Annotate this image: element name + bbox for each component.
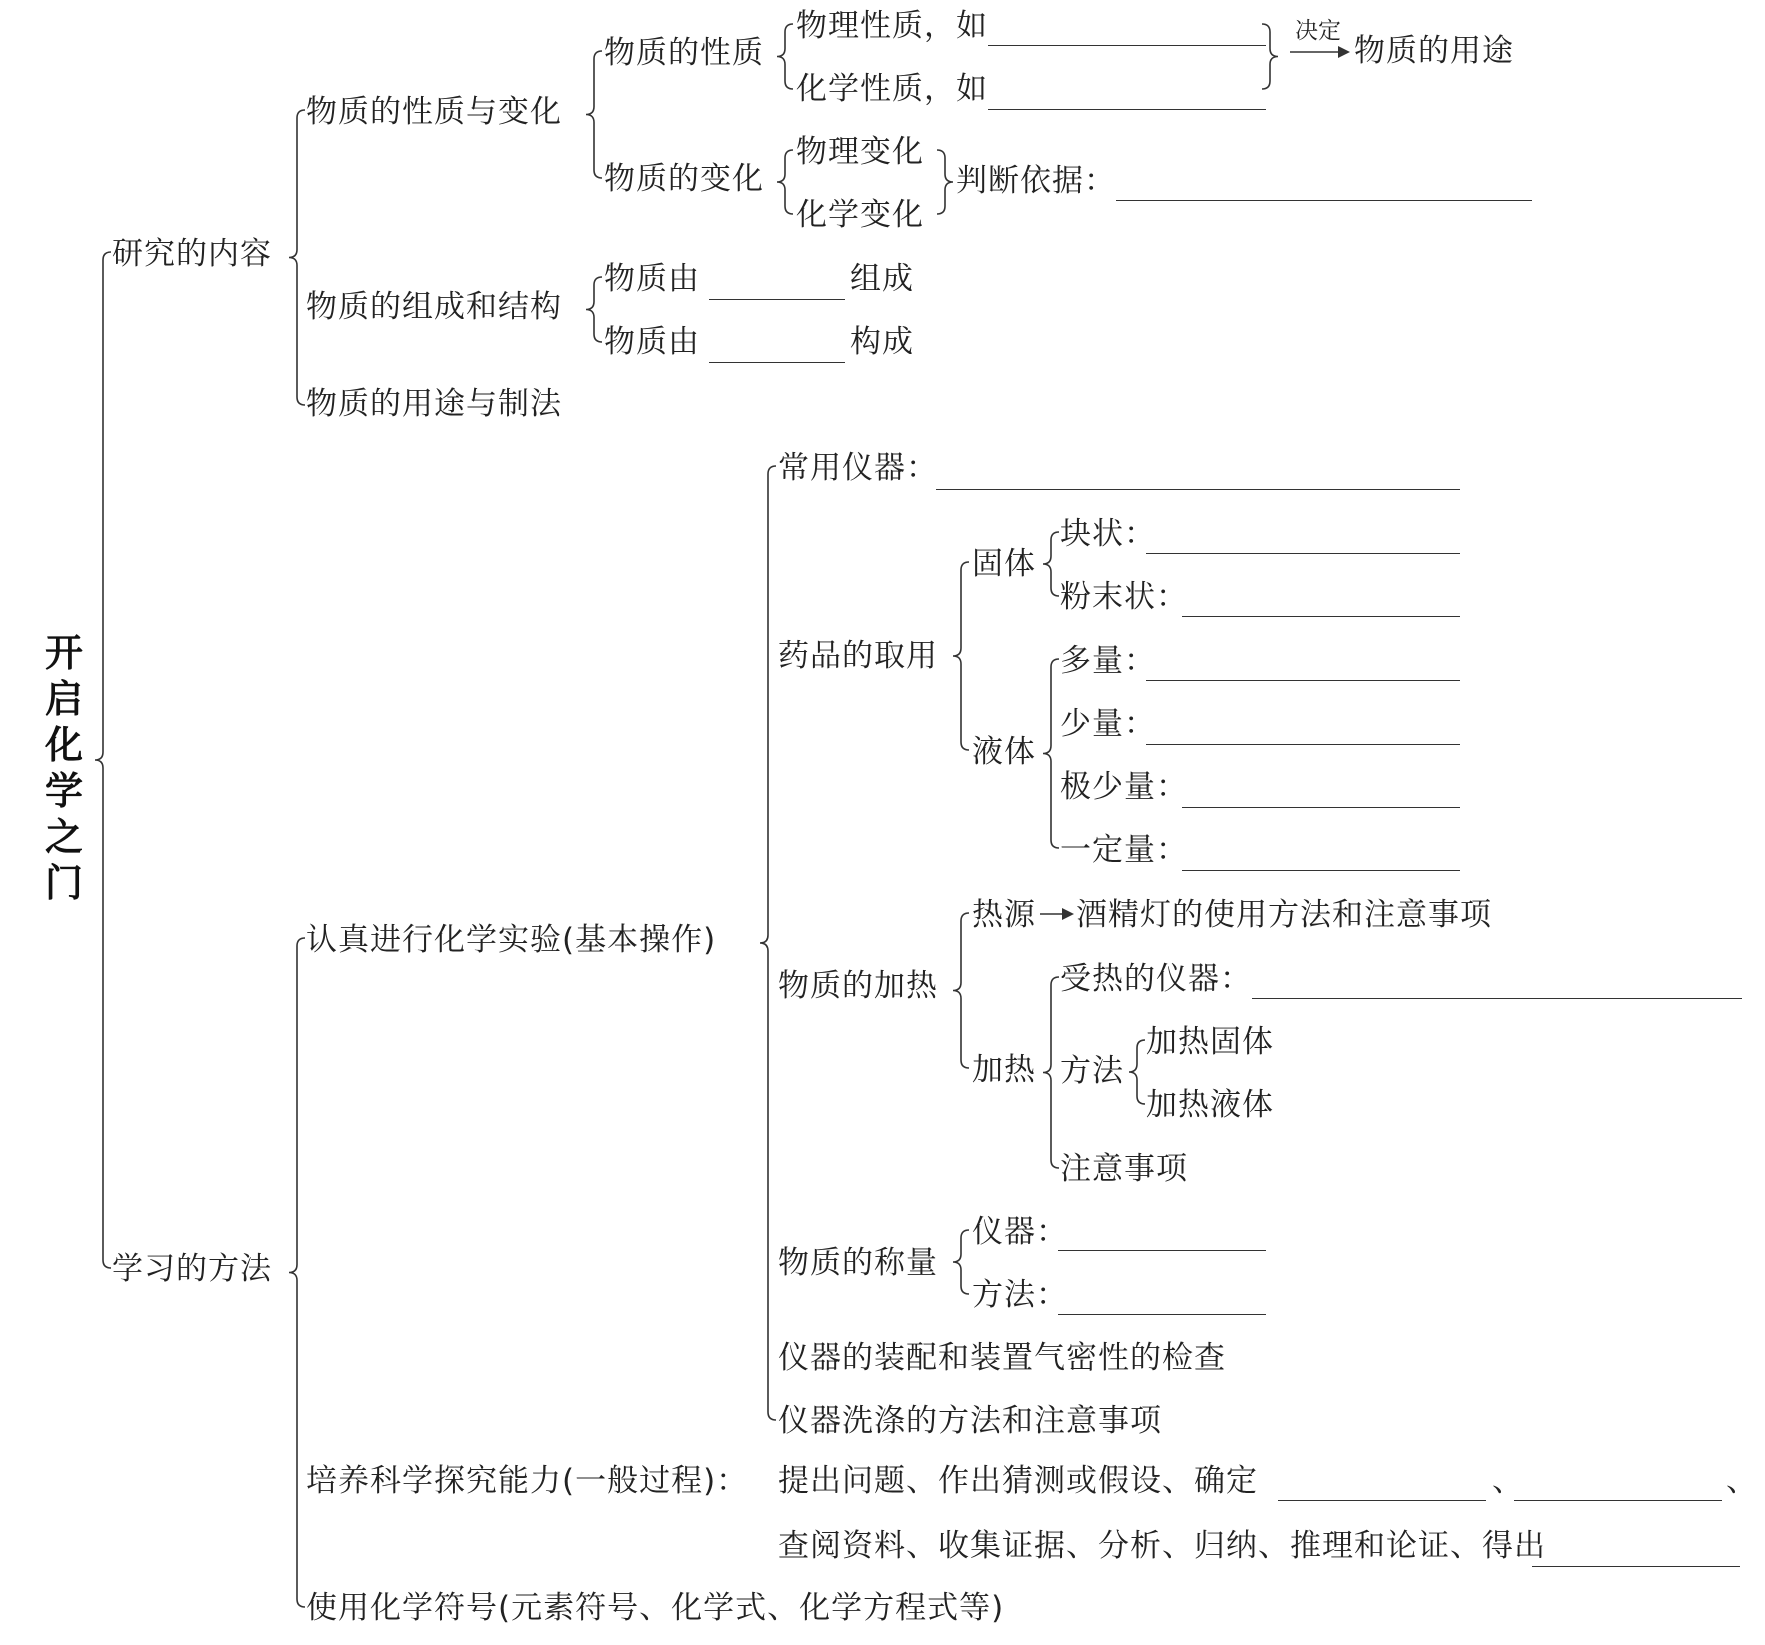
node-constructed-suffix: 构成	[850, 324, 914, 360]
node-alcohol-lamp: 酒精灯的使用方法和注意事项	[1076, 897, 1492, 933]
node-heat: 加热	[972, 1052, 1036, 1088]
node-weighing-method: 方法：	[972, 1277, 1068, 1313]
blank-inquiry-2	[1514, 1500, 1722, 1501]
brace-root	[95, 252, 111, 1268]
node-reagents: 药品的取用	[778, 638, 938, 674]
node-chemical-change: 化学变化	[796, 197, 924, 233]
node-inquiry-line2: 查阅资料、收集证据、分析、归纳、推理和论证、得出	[778, 1528, 1546, 1564]
node-chemical-property: 化学性质，如	[796, 71, 988, 107]
blank-common-instruments	[936, 489, 1460, 490]
brace-weighing	[953, 1230, 969, 1294]
brace-experiment	[760, 466, 776, 1420]
brace-liquid	[1043, 659, 1059, 848]
brace-changes-right	[937, 150, 953, 214]
brace-properties-changes	[586, 51, 602, 178]
brace-changes	[777, 150, 793, 214]
node-solid: 固体	[972, 546, 1036, 582]
arrow-determine-head	[1338, 46, 1350, 58]
node-heat-method: 方法	[1060, 1053, 1124, 1089]
brace-heating	[953, 913, 969, 1068]
node-properties: 物质的性质	[604, 35, 764, 71]
brace-research-content	[289, 110, 305, 405]
node-heated-instruments: 受热的仪器：	[1060, 961, 1252, 997]
blank-weighing-method	[1058, 1314, 1266, 1315]
blank-chemical-property	[988, 109, 1266, 110]
blank-composed	[709, 299, 845, 300]
blank-large-amount	[1146, 680, 1460, 681]
node-small-amount: 少量：	[1060, 706, 1156, 742]
blank-inquiry-3	[1532, 1566, 1740, 1567]
node-heat-solid: 加热固体	[1146, 1024, 1274, 1060]
node-learning-methods: 学习的方法	[112, 1251, 272, 1287]
node-research-content: 研究的内容	[112, 236, 272, 272]
node-heat-source: 热源	[972, 897, 1036, 933]
brace-properties-right	[1262, 24, 1278, 89]
node-properties-changes: 物质的性质与变化	[306, 94, 562, 130]
node-uses-methods: 物质的用途与制法	[306, 386, 562, 422]
node-changes: 物质的变化	[604, 161, 764, 197]
brace-reagents	[953, 562, 969, 750]
node-assembly: 仪器的装配和装置气密性的检查	[778, 1340, 1226, 1376]
blank-inquiry-1	[1278, 1500, 1486, 1501]
node-inquiry-line1: 提出问题、作出猜测或假设、确定	[778, 1463, 1258, 1499]
node-washing: 仪器洗涤的方法和注意事项	[778, 1403, 1162, 1439]
node-liquid: 液体	[972, 734, 1036, 770]
blank-tiny-amount	[1182, 807, 1460, 808]
blank-weighing-instrument	[1058, 1250, 1266, 1251]
blank-block	[1146, 553, 1460, 554]
node-powder: 粉末状：	[1060, 579, 1188, 615]
blank-fixed-amount	[1182, 870, 1460, 871]
blank-physical-property	[988, 45, 1266, 46]
node-weighing: 物质的称量	[778, 1245, 938, 1281]
blank-heated-instruments	[1252, 998, 1742, 999]
node-tiny-amount: 极少量：	[1060, 769, 1188, 805]
brace-heat-method	[1129, 1040, 1145, 1104]
brace-learning-methods	[289, 938, 305, 1607]
node-fixed-amount: 一定量：	[1060, 832, 1188, 868]
node-physical-property: 物理性质，如	[796, 8, 988, 44]
node-block: 块状：	[1060, 516, 1156, 552]
arrow-heat-source-head	[1062, 908, 1074, 920]
root-title: 开启化学之门	[44, 630, 83, 905]
node-heat-liquid: 加热液体	[1146, 1087, 1274, 1123]
brace-properties	[777, 24, 793, 89]
node-composed-prefix: 物质由	[604, 261, 700, 297]
node-chemical-symbols: 使用化学符号(元素符号、化学式、化学方程式等)	[306, 1590, 1005, 1626]
node-inquiry: 培养科学探究能力(一般过程)：	[306, 1463, 749, 1499]
node-criterion: 判断依据：	[956, 163, 1116, 199]
node-weighing-instrument: 仪器：	[972, 1214, 1068, 1250]
blank-powder	[1182, 616, 1460, 617]
brace-heat	[1043, 977, 1059, 1168]
node-composed-suffix: 组成	[850, 261, 914, 297]
node-constructed-prefix: 物质由	[604, 324, 700, 360]
node-inquiry-sep2: 、	[1726, 1463, 1758, 1499]
node-physical-change: 物理变化	[796, 134, 924, 170]
node-inquiry-sep1: 、	[1492, 1463, 1524, 1499]
node-heating: 物质的加热	[778, 968, 938, 1004]
arrow-label-determine: 决定	[1295, 18, 1341, 44]
blank-small-amount	[1146, 744, 1460, 745]
brace-solid	[1043, 532, 1059, 596]
blank-criterion	[1116, 200, 1532, 201]
node-large-amount: 多量：	[1060, 643, 1156, 679]
node-composition: 物质的组成和结构	[306, 289, 562, 325]
node-heat-notes: 注意事项	[1060, 1151, 1188, 1187]
node-common-instruments: 常用仪器：	[778, 450, 938, 486]
node-uses: 物质的用途	[1354, 33, 1514, 69]
blank-constructed	[709, 362, 845, 363]
node-experiment: 认真进行化学实验(基本操作)	[306, 922, 717, 958]
brace-composition	[586, 277, 602, 342]
